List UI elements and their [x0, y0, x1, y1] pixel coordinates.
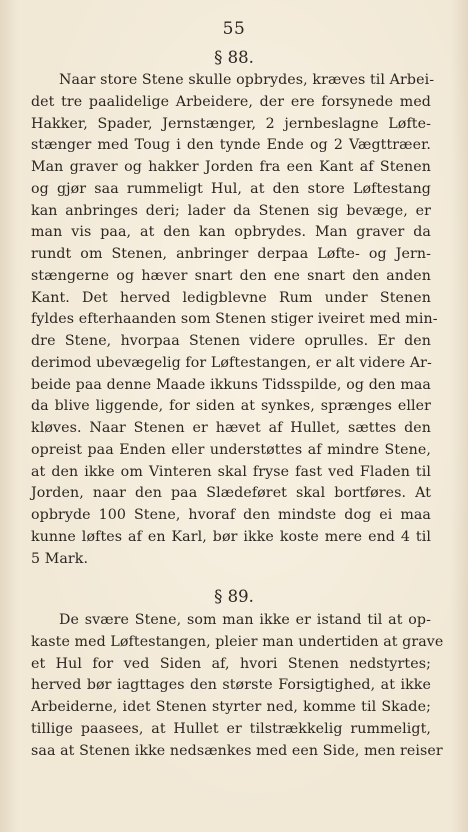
text-line: kløves. Naar Stenen er hævet af Hullet, sættes den [31, 420, 431, 436]
text-line: Man graver og hakker Jorden fra een Kant af Stenen [31, 159, 431, 175]
text-line: da blive liggende, for siden at synkes, sprænges eller [31, 398, 431, 415]
text-line: opreist paa Enden eller understøttes af mindre Stene, [31, 441, 431, 458]
text-line: De svære Stene, som man ikke er istand til at op- [59, 612, 431, 628]
text-line: kunne løftes af en Karl, bør ikke koste mere end 4 til [31, 528, 431, 545]
text-line: Jorden, naar den paa Slædeføret skal bortføres. At [31, 485, 431, 502]
text-line: saa at Stenen ikke nedsænkes med een Side, men reiser [31, 742, 443, 759]
text-line: Hakker, Spader, Jernstænger, 2 jernbeslagne Løfte- [31, 115, 431, 132]
text-line: Kant. Det herved ledigblevne Rum under Stenen [31, 289, 431, 306]
text-line: Arbeiderne, idet Stenen styrter ned, komme til Skade; [31, 699, 431, 716]
text-line: og gjør saa rummeligt Hul, at den store Løftestang [31, 180, 431, 197]
text-line: det tre paalidelige Arbeidere, der ere forsynede med [31, 93, 431, 110]
text-line: rundt om Stenen, anbringer derpaa Løfte- og Jern- [31, 246, 431, 262]
section-heading-88: § 88. [214, 48, 254, 67]
text-line: 5 Mark. [31, 550, 89, 567]
text-line: Naar store Stene skulle opbrydes, kræves til Arbei- [59, 72, 435, 88]
text-line: kaste med Løftestangen, pleier man undertiden at grave [31, 633, 444, 650]
text-line: tillige paasees, at Hullet er tilstrækkelig rummeligt, [31, 721, 431, 737]
text-line: derimod ubevægelig for Løftestangen, er alt videre Ar- [31, 354, 432, 371]
text-line: at den ikke om Vinteren skal fryse fast ved Fladen til [31, 463, 431, 480]
text-line: stænger med Toug i den tynde Ende og 2 Vægttræer. [31, 137, 431, 154]
page-number: 55 [222, 19, 246, 39]
section-heading-89: § 89. [214, 587, 254, 606]
text-line: fyldes efterhaanden som Stenen stiger iveiret med min- [31, 311, 438, 328]
text-line: et Hul for ved Siden af, hvori Stenen nedstyrtes; [31, 655, 431, 672]
text-line: man vis paa, at den kan opbrydes. Man graver da [31, 224, 431, 241]
text-line: opbryde 100 Stene, hvoraf den mindste dog ei maa [31, 507, 431, 523]
text-line: stængerne og hæver snart den ene snart den anden [31, 267, 431, 284]
text-line: kan anbringes deri; lader da Stenen sig bevæge, er [31, 202, 431, 219]
text-line: beide paa denne Maade ikkuns Tidsspilde, og den maa [31, 376, 431, 393]
text-line: dre Stene, hvorpaa Stenen videre oprulles. Er den [31, 333, 431, 349]
text-line: herved bør iagttages den største Forsigtighed, at ikke [31, 677, 431, 694]
